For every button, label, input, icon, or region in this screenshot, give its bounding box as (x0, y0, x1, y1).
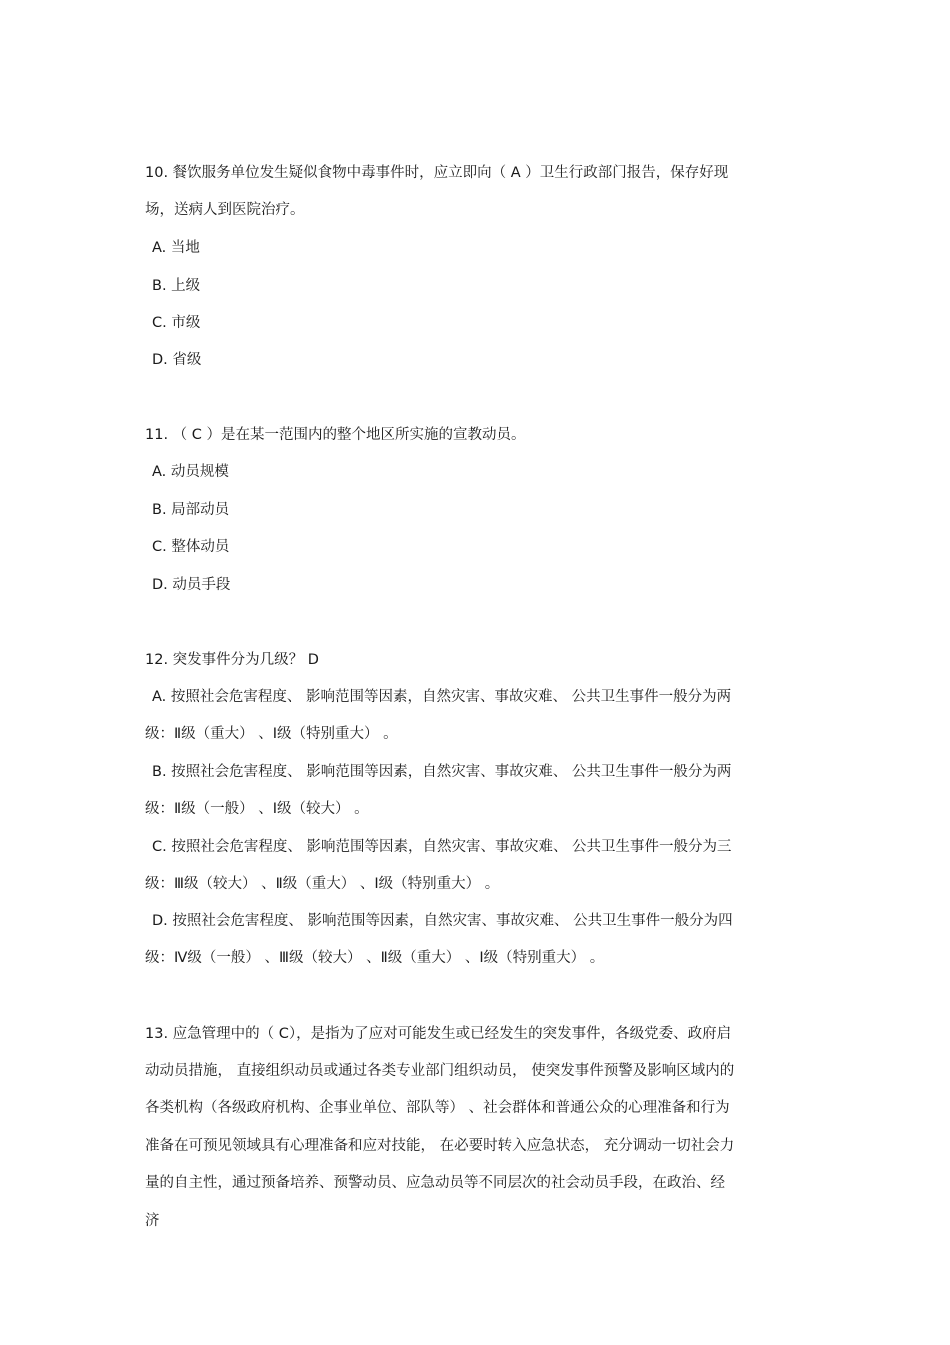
q11-option-a: A. 动员规模 (152, 464, 229, 480)
q10-stem-line-1: 10. 餐饮服务单位发生疑似食物中毒事件时，应立即向（ A ）卫生行政部门报告，保存好现 (145, 165, 729, 181)
q10-option-a: A. 当地 (152, 240, 200, 256)
q11-option-c: C. 整体动员 (152, 539, 230, 555)
q12-stem: 12. 突发事件分为几级？ D (145, 652, 319, 668)
q13-stem-line-4: 准备在可预见领域具有心理准备和应对技能， 在必要时转入应急状态， 充分调动一切社会力 (145, 1138, 735, 1154)
q12-option-d-line-2: 级：Ⅳ级（一般） 、Ⅲ级（较大） 、Ⅱ级（重大） 、Ⅰ级（特别重大） 。 (145, 950, 605, 966)
q11-option-d: D. 动员手段 (152, 577, 231, 593)
q13-stem-line-2: 动动员措施， 直接组织动员或通过各类专业部门组织动员， 使突发事件预警及影响区域内的 (145, 1063, 735, 1079)
q13-stem-line-5: 量的自主性，通过预备培养、预警动员、应急动员等不同层次的社会动员手段，在政治、经 (145, 1175, 725, 1191)
q12-option-d-line-1: D. 按照社会危害程度、 影响范围等因素，自然灾害、事故灾难、 公共卫生事件一般分为四 (152, 913, 733, 929)
q12-option-a-line-1: A. 按照社会危害程度、 影响范围等因素，自然灾害、事故灾难、 公共卫生事件一般分为两 (152, 689, 732, 705)
q13-stem-line-1: 13. 应急管理中的（ C），是指为了应对可能发生或已经发生的突发事件，各级党委、政府启 (145, 1026, 732, 1042)
q12-option-c-line-1: C. 按照社会危害程度、 影响范围等因素，自然灾害、事故灾难、 公共卫生事件一般分为三 (152, 839, 732, 855)
q11-option-b: B. 局部动员 (152, 502, 230, 518)
q13-stem-line-6: 济 (145, 1213, 160, 1229)
q11-stem: 11. （ C ）是在某一范围内的整个地区所实施的宣教动员。 (145, 427, 526, 443)
q10-option-b: B. 上级 (152, 278, 201, 294)
q12-option-b-line-1: B. 按照社会危害程度、 影响范围等因素，自然灾害、事故灾难、 公共卫生事件一般分为两 (152, 764, 732, 780)
q12-option-a-line-2: 级：Ⅱ级（重大） 、Ⅰ级（特别重大） 。 (145, 726, 398, 742)
q12-option-c-line-2: 级：Ⅲ级（较大） 、Ⅱ级（重大） 、Ⅰ级（特别重大） 。 (145, 876, 500, 892)
q10-option-d: D. 省级 (152, 352, 202, 368)
q10-option-c: C. 市级 (152, 315, 201, 331)
q10-stem-line-2: 场，送病人到医院治疗。 (145, 202, 305, 218)
q13-stem-line-3: 各类机构（各级政府机构、企事业单位、部队等） 、社会群体和普通公众的心理准备和行为 (145, 1100, 730, 1116)
q12-option-b-line-2: 级：Ⅱ级（一般） 、Ⅰ级（较大） 。 (145, 801, 369, 817)
